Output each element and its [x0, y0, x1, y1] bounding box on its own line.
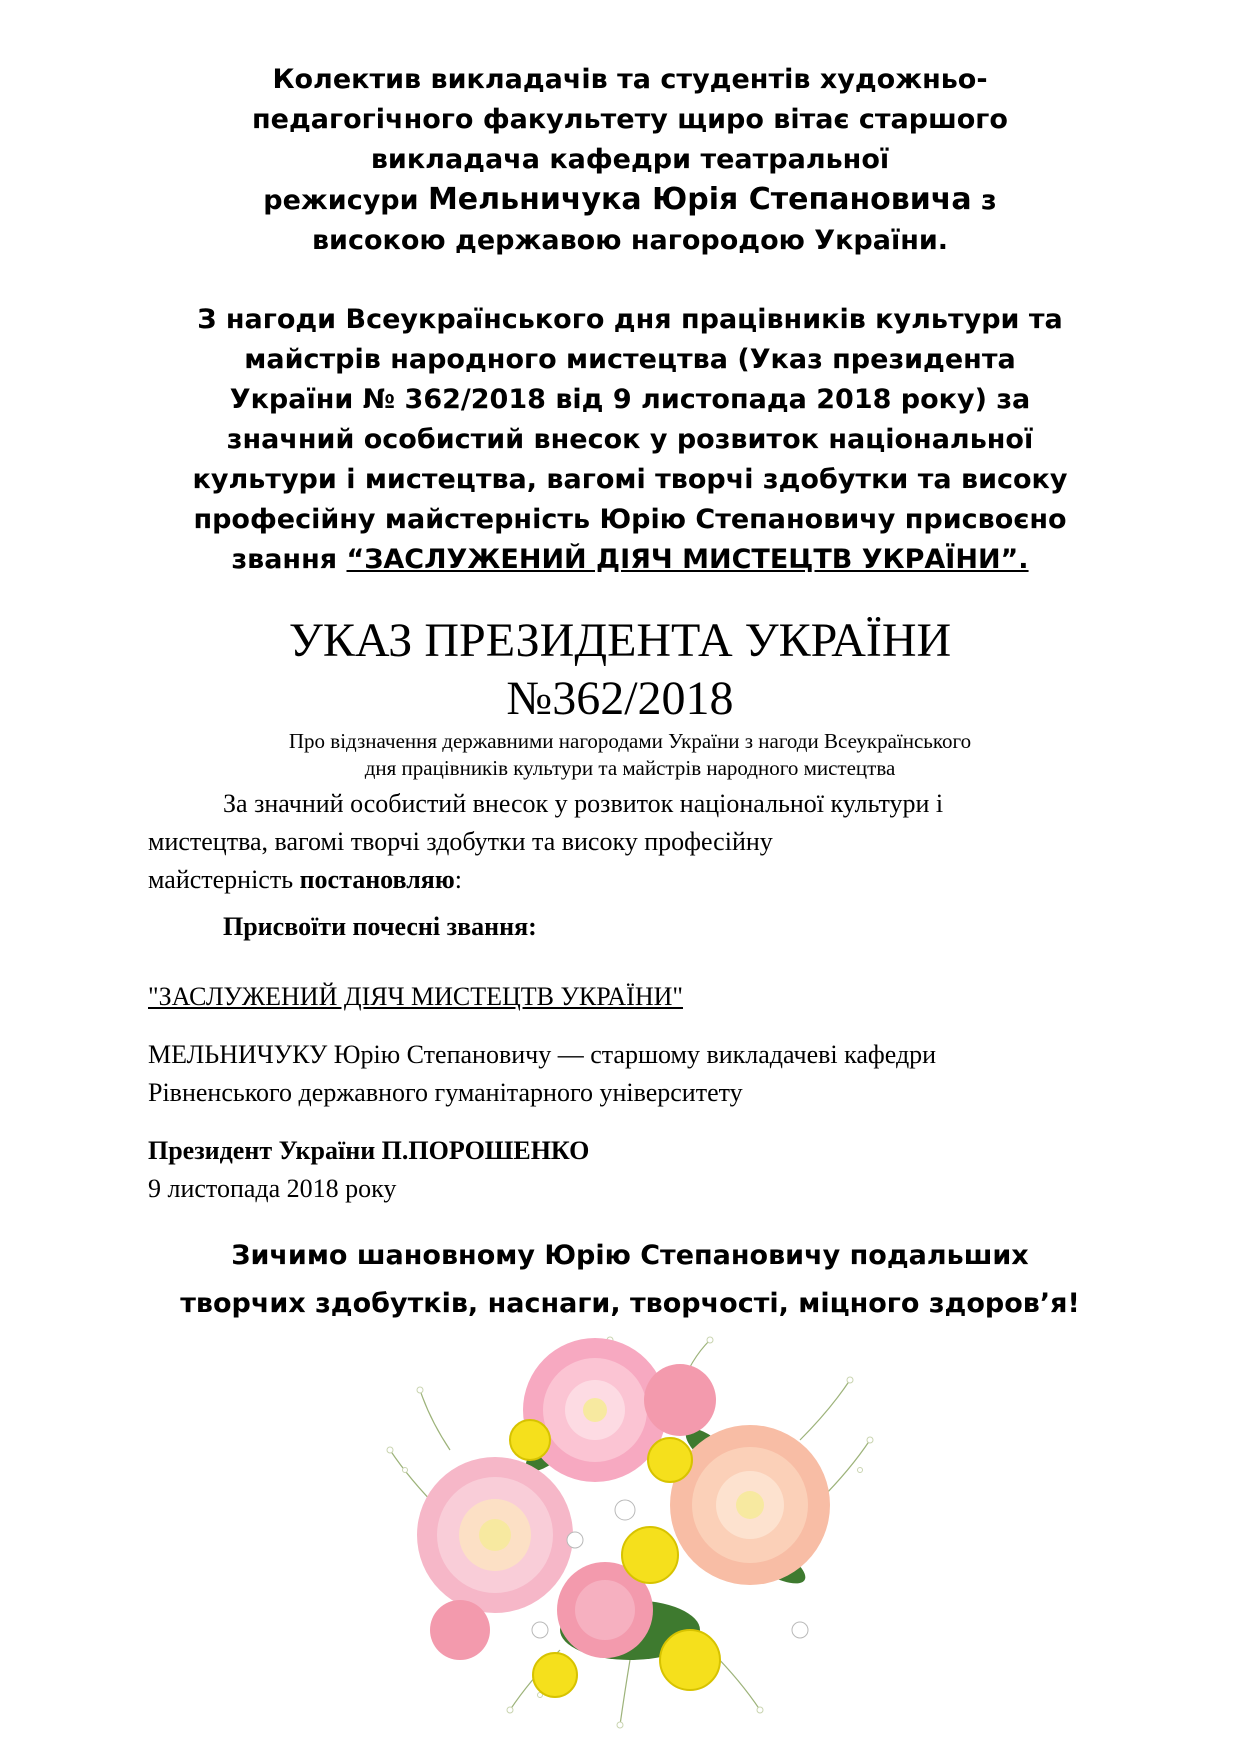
greeting-prefix: режисури: [263, 185, 428, 216]
decree-body-line: [148, 861, 1128, 899]
greeting-line: педагогічного факультету щиро вітає старшого: [252, 104, 1008, 135]
greeting-block: [150, 60, 1110, 261]
greeting-line: викладача кафедри театральної: [370, 144, 890, 175]
recipient-line: МЕЛЬНИЧУКУ Юрію Степановичу — старшому викладачеві кафедри: [148, 1040, 937, 1069]
decree-body-colon: :: [454, 865, 462, 894]
award-line: майстрів народного мистецтва (Указ президента: [244, 344, 1016, 375]
decree-signature-block: [148, 1132, 1128, 1208]
dahlia-right: [670, 1425, 830, 1585]
award-line: професійну майстерність Юрію Степановичу присвоєно: [193, 504, 1067, 535]
decree-body-line: мистецтва, вагомі творчі здобутки та високу професійну: [148, 827, 773, 856]
wish-block: [140, 1232, 1120, 1328]
wish-line: творчих здобутків, наснаги, творчості, міцного здоров’я!: [180, 1288, 1080, 1319]
decree-heading: [100, 612, 1140, 728]
signature: Президент України П.ПОРОШЕНКО: [148, 1136, 590, 1165]
decree-resolve-word: постановляю: [299, 865, 455, 894]
decree-title: УКАЗ ПРЕЗИДЕНТА УКРАЇНИ: [288, 614, 952, 667]
decree-rank: [148, 978, 1128, 1016]
flower-bouquet-image: [380, 1330, 880, 1730]
award-block: [150, 300, 1110, 580]
award-line: України № 362/2018 від 9 листопада 2018 року) за: [229, 384, 1031, 415]
greeting-line: Колектив викладачів та студентів художньо-: [272, 64, 988, 95]
award-title-line: [150, 540, 1110, 580]
wish-line: Зичимо шановному Юрію Степановичу подальших: [231, 1240, 1029, 1271]
decree-subtitle: [140, 728, 1120, 782]
rank-title: "ЗАСЛУЖЕНИЙ ДІЯЧ МИСТЕЦТВ УКРАЇНИ": [148, 982, 683, 1011]
decree-subtitle-line: дня працівників культури та майстрів народного мистецтва: [364, 756, 896, 780]
award-line: культури і мистецтва, вагомі творчі здобутки та високу: [192, 464, 1068, 495]
recipient-line: Рівненського державного гуманітарного університету: [148, 1078, 743, 1107]
decree-subtitle-line: Про відзначення державними нагородами України з нагоди Всеукраїнського: [288, 729, 972, 753]
greeting-line: високою державою нагородою України.: [311, 225, 949, 256]
honoree-name: Мельничука Юрія Степановича: [427, 182, 972, 217]
assign-title: Присвоїти почесні звання:: [223, 912, 537, 941]
decree-body-text: майстерність: [148, 865, 300, 894]
award-line: З нагоди Всеукраїнського дня працівників культури та: [197, 304, 1063, 335]
greeting-line-with-name: [150, 180, 1110, 221]
decree-body: [148, 785, 1128, 899]
decree-recipient: [148, 1036, 1128, 1112]
award-title-prefix: звання: [231, 544, 347, 575]
decree-body-line: За значний особистий внесок у розвиток національної культури і: [223, 789, 944, 818]
dahlia-left: [417, 1457, 573, 1613]
decree-assign: [148, 908, 1128, 946]
award-title: “ЗАСЛУЖЕНИЙ ДІЯЧ МИСТЕЦТВ УКРАЇНИ”.: [346, 544, 1029, 575]
greeting-suffix: з: [971, 185, 997, 216]
award-line: значний особистий внесок у розвиток національної: [226, 424, 1034, 455]
decree-number: №362/2018: [506, 672, 734, 725]
dahlia-top: [523, 1338, 667, 1482]
decree-date: 9 листопада 2018 року: [148, 1174, 397, 1203]
